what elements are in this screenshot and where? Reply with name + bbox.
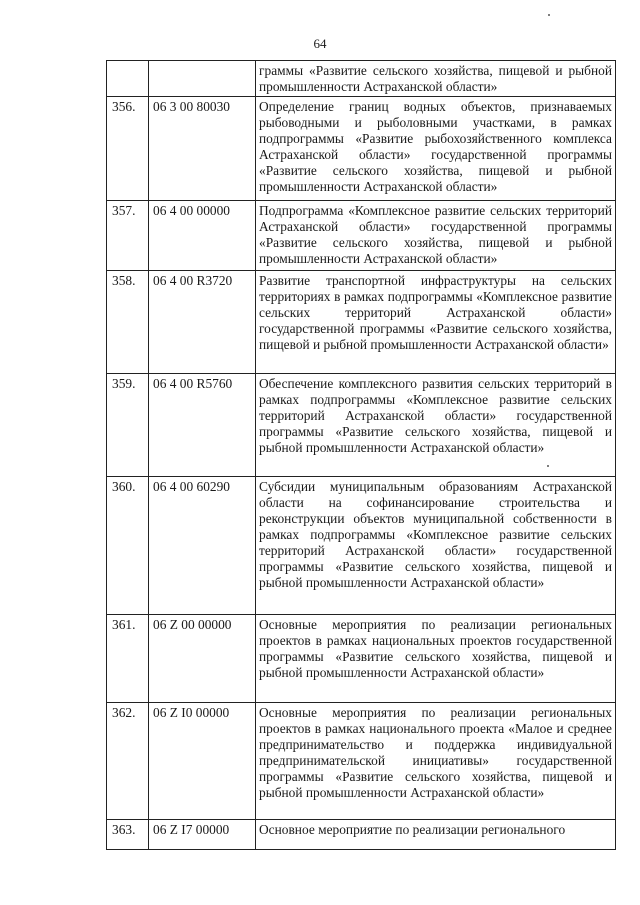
row-number bbox=[107, 61, 149, 97]
table-row bbox=[107, 97, 616, 201]
row-number: 359. bbox=[107, 374, 149, 477]
row-description: Основное мероприятие по реализации регионального bbox=[256, 820, 616, 850]
row-description: Определение границ водных объектов, признаваемых рыбоводными и рыболовными участками, в рамках подпрограммы «Развитие рыбохозяйственного комплекса Астраханской области» государственной программы «Развитие сельского хозяйства, пищевой и рыбной промышленности Астраханской области» bbox=[256, 97, 616, 201]
classification-code: 06 4 00 00000 bbox=[149, 201, 256, 271]
classification-code: 06 Z I7 00000 bbox=[149, 820, 256, 850]
table-row bbox=[107, 703, 616, 820]
budget-classification-table bbox=[106, 60, 616, 850]
classification-code bbox=[149, 61, 256, 97]
classification-code: 06 4 00 R3720 bbox=[149, 271, 256, 374]
table-row bbox=[107, 615, 616, 703]
classification-code: 06 Z 00 00000 bbox=[149, 615, 256, 703]
table-row bbox=[107, 374, 616, 477]
table-row bbox=[107, 271, 616, 374]
row-number: 361. bbox=[107, 615, 149, 703]
row-number: 356. bbox=[107, 97, 149, 201]
row-number: 363. bbox=[107, 820, 149, 850]
row-description: Основные мероприятия по реализации региональных проектов в рамках национального проекта «Малое и среднее предпринимательство и поддержка индивидуальной предпринимательской инициативы» государственной программы «Развитие сельского хозяйства, пищевой и рыбной промышленности Астраханской области» bbox=[256, 703, 616, 820]
row-number: 357. bbox=[107, 201, 149, 271]
row-number: 362. bbox=[107, 703, 149, 820]
table-row bbox=[107, 201, 616, 271]
row-description: Развитие транспортной инфраструктуры на сельских территориях в рамках подпрограммы «Комплексное развитие сельских территорий Астраханской области» государственной программы «Развитие сельского хозяйства, пищевой и рыбной промышленности Астраханской области» bbox=[256, 271, 616, 374]
classification-code: 06 Z I0 00000 bbox=[149, 703, 256, 820]
table-row bbox=[107, 820, 616, 850]
table-row bbox=[107, 477, 616, 615]
row-number: 358. bbox=[107, 271, 149, 374]
row-description: Субсидии муниципальным образованиям Астраханской области на софинансирование строительства и реконструкции объектов муниципальной собственности в рамках подпрограммы «Комплексное развитие сельских территорий Астраханской области» государственной программы «Развитие сельского хозяйства, пищевой и рыбной промышленности Астраханской области» bbox=[256, 477, 616, 615]
classification-code: 06 4 00 60290 bbox=[149, 477, 256, 615]
row-number: 360. bbox=[107, 477, 149, 615]
row-description: граммы «Развитие сельского хозяйства, пищевой и рыбной промышленности Астраханской области» bbox=[256, 61, 616, 97]
row-description: Обеспечение комплексного развития сельских территорий в рамках подпрограммы «Комплексное развитие сельских территорий Астраханской области» государственной программы «Развитие сельского хозяйства, пищевой и рыбной промышленности Астраханской области» bbox=[256, 374, 616, 477]
row-description: Подпрограмма «Комплексное развитие сельских территорий Астраханской области» государственной программы «Развитие сельского хозяйства, пищевой и рыбной промышленности Астраханской области» bbox=[256, 201, 616, 271]
classification-code: 06 4 00 R5760 bbox=[149, 374, 256, 477]
row-description: Основные мероприятия по реализации региональных проектов в рамках национальных проектов государственной программы «Развитие сельского хозяйства, пищевой и рыбной промышленности Астраханской области» bbox=[256, 615, 616, 703]
table-row bbox=[107, 61, 616, 97]
scan-speck bbox=[548, 14, 550, 16]
classification-code: 06 3 00 80030 bbox=[149, 97, 256, 201]
page-number: 64 bbox=[313, 36, 327, 51]
